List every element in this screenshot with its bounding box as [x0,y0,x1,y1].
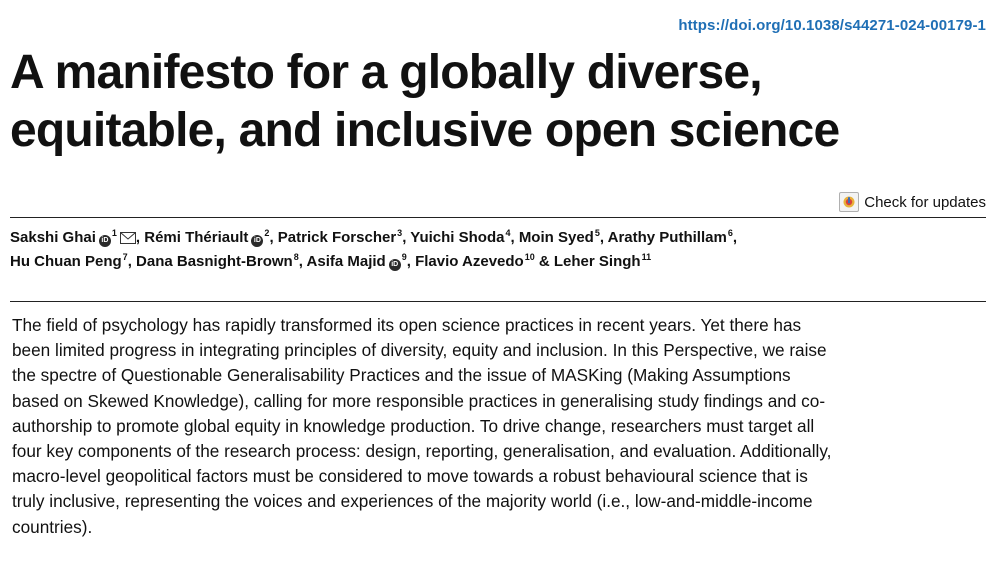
author-name: Sakshi Ghai [10,229,96,246]
author-name: Rémi Thériault [144,229,249,246]
orcid-icon[interactable]: iD [99,235,111,247]
author-name: Asifa Majid [306,253,386,270]
check-for-updates-button[interactable] [839,192,986,212]
affiliation-number: 5 [594,228,600,238]
author[interactable] [415,253,535,270]
author-name: Yuichi Shoda [410,229,505,246]
affiliation-number: 9 [401,252,407,262]
author-name: Moin Syed [518,229,594,246]
abstract: The field of psychology has rapidly transformed its open science practices in recent years. Yet there has been limited progress in integrating principles of diversity, equity and inclusion. In this Perspective, we raise the spectre of Questionable Generalisability Practices and the issue of MASKing (Making Assumptions based on Skewed Knowledge), calling for more responsible practices in generalising study findings and co-authorship to promote global equity in knowledge production. To drive change, researchers must target all four key components of the research process: design, reporting, generalisation, and evaluation. Additionally, macro-level geopolitical factors must be considered to move towards a robust behavioural science that is truly inclusive, representing the voices and experiences of the majority world (i.e., low-and-middle-income countries). [12,315,832,537]
author[interactable] [519,229,600,246]
orcid-icon[interactable]: iD [389,259,401,271]
affiliation-number: 2 [264,228,270,238]
author[interactable] [144,229,269,246]
author-list: Sakshi Ghai $iD^1$ , Rémi Thériault $iD^2$, Patrick Forscher$^3$, Yuichi Shoda$^4$, Moin Syed$^5$, Arathy Puthillam$^6$, Hu Chuan Peng$^7$, Dana Basnight-Brown$^8$, Asifa Majid $iD^9$, Flavio Azevedo$^{10}$ & Leher Singh$^{11}$ [10,228,737,270]
orcid-icon[interactable]: iD [251,235,263,247]
affiliation-number: 1 [111,228,117,238]
top-divider [10,217,986,218]
author[interactable] [136,253,299,270]
author[interactable] [410,229,510,246]
author-name: Arathy Puthillam [607,229,727,246]
author-name: Leher Singh [553,253,641,270]
author-name: Hu Chuan Peng [10,253,122,270]
affiliation-number: 6 [727,228,733,238]
author-name: Patrick Forscher [277,229,397,246]
email-icon[interactable] [120,232,136,244]
author-name: Flavio Azevedo [415,253,524,270]
affiliation-number: 7 [122,252,128,262]
article-title: A manifesto for a globally diverse, equitable, and inclusive open science [10,46,840,157]
author[interactable] [608,229,733,246]
abstract-divider [10,301,986,302]
check-updates-icon [839,192,859,212]
author[interactable] [278,229,402,246]
author[interactable] [10,229,136,246]
author-name: Dana Basnight-Brown [136,253,293,270]
doi-link[interactable]: https://doi.org/10.1038/s44271-024-00179-1 [678,17,986,34]
check-updates-label: Check for updates [864,193,986,211]
affiliation-number: 10 [524,252,535,262]
author[interactable] [554,253,651,270]
author[interactable] [307,253,407,270]
affiliation-number: 3 [397,228,403,238]
affiliation-number: 11 [641,252,652,262]
affiliation-number: 8 [293,252,299,262]
author[interactable] [10,253,128,270]
affiliation-number: 4 [505,228,511,238]
